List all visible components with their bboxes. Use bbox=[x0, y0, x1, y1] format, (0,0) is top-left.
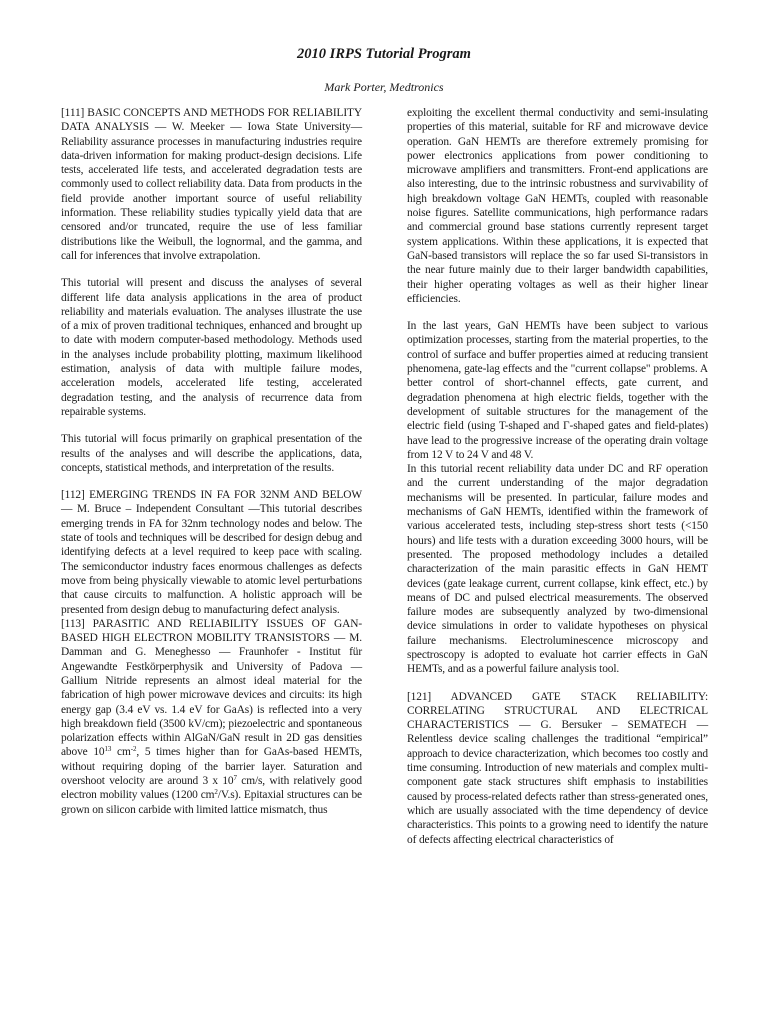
text-fragment: cm bbox=[111, 746, 131, 759]
text-fragment: [113] PARASITIC AND RELIABILITY ISSUES OF GAN-BASED HIGH ELECTRON MOBILITY TRANSISTORS — M. Damman and G. Meneghesso — Fraunhofer - Institut für Angewandte Festkörperphysik and University of Padova — Gallium Nitride represents an almost ideal material for the fabrication of high power microwave devices and circuits: its high energy gap (3.4 eV vs. 1.4 eV for GaAs) is reflected into a very high breakdown field (3500 kV/cm); piezoelectric and spontaneous polarization effects within AlGaN/GaN result in 2D gas densities above 10 bbox=[61, 617, 362, 759]
right-column bbox=[407, 106, 708, 847]
superscript: 7 bbox=[233, 774, 237, 783]
text-fragment: , 5 times higher than for GaAs-based HEMTs, without requiring doping of the barrier layer. Saturation and overshoot velocity are around 3 x 10 bbox=[61, 746, 362, 788]
paragraph-113-optimization: In the last years, GaN HEMTs have been subject to various optimization processes, starting from the material properties, to the control of surface and buffer properties aimed at reducing transient phenomena, gate-lag effects and the "current collapse" problems. A better control of short-channel effects, gate current, and degradation phenomena at high electric fields, together with the development of suitable structures for the management of the electric field (using T-shaped and Γ-shaped gates and field-plates) have lead to the progressive increase of the operating drain voltage from 12 V to 24 V and 48 V. bbox=[407, 320, 708, 461]
text-fragment: cm/s, with relatively good electron mobility values (1200 cm bbox=[61, 775, 362, 802]
paragraph-113-continued: exploiting the excellent thermal conductivity and semi-insulating properties of this material, suitable for RF and microwave device operation. GaN HEMTs are therefore extremely promising for power electronics applications from power conditioning to microwave amplifiers and transmitters. Front-end applications are also interesting, due to the intrinsic robustness and survivability of high breakdown voltage GaN HEMTs, coupled with reasonable noise figures. Satellite communications, high performance radars and commercial ground base stations currently represent target system applications. Within these applications, it is expected that GaN-based transistors will replace the so far used Si-transistors in the near future mainly due to their larger bandwidth capabilities, their higher operating voltages as well as their higher linear efficiencies. bbox=[407, 107, 708, 305]
text-fragment: /V.s). Epitaxial structures can be grown on silicon carbide with limited lattice mismatch, thus bbox=[61, 789, 362, 816]
left-column bbox=[61, 106, 362, 817]
paragraph-113-abstract bbox=[61, 617, 362, 817]
paragraph-112-abstract: [112] EMERGING TRENDS IN FA FOR 32NM AND BELOW — M. Bruce – Independent Consultant —This tutorial describes emerging trends in FA for 32nm technology nodes and below. The state of tools and techniques will be described for design debug and identifying defects at a level required to keep pace with scaling. The semiconductor industry faces enormous challenges as defects move from being physically viewable to atomic level perturbations that cause circuits to malfunction. A holistic approach will be presented from design debug to manufacturing defect analysis. bbox=[61, 489, 362, 616]
page-title: 2010 IRPS Tutorial Program bbox=[297, 46, 471, 62]
paragraph-113-tutorial: In this tutorial recent reliability data under DC and RF operation and the current understanding of the major degradation mechanisms will be presented. In particular, failure modes and mechanisms of GaN HEMTs, identified within the framework of various accelerated tests, including step-stress short tests (<150 hours) and life tests with a duration exceeding 3000 hours, will be presented. The proposed methodology includes a detailed characterization of the main parasitic effects in GaN HEMT devices (gate leakage current, current collapse, kink effect, etc.) by means of DC and pulsed electrical measurements. The observed failure modes are subsequently analyzed by two-dimensional device simulations in order to validate hypotheses on physical failure mechanisms. Electroluminescence microscopy and spectroscopy is adopted to evaluate hot carrier effects in GaN HEMTs, and as a powerful failure analysis tool. bbox=[407, 463, 708, 676]
superscript: 13 bbox=[104, 745, 112, 754]
paragraph-111-details: This tutorial will present and discuss the analyses of several different life data analysis applications in the area of product reliability and materials evaluation. The analyses illustrate the use of a mix of proven traditional techniques, enhanced and brought up to date with modern computer-based methodology. Methods used in the analyses include probability plotting, maximum likelihood estimation, analysis of data with multiple failure modes, acceleration models, accelerated life testing, accelerated degradation testing, and the analysis of recurrence data from repairable systems. bbox=[61, 277, 362, 418]
superscript: 2 bbox=[214, 788, 218, 797]
paragraph-111-abstract: [111] BASIC CONCEPTS AND METHODS FOR RELIABILITY DATA ANALYSIS — W. Meeker — Iowa State University—Reliability assurance processes in manufacturing industries require data-driven information for making product-design decisions. Life tests, accelerated life tests, and accelerated degradation tests are commonly used to collect reliability data. Data from products in the field provide another important source of useful reliability information. These reliability studies typically yield data that are censored and/or truncated, require the use of less familiar distributions like the Weibull, the lognormal, and the gamma, and call for inferences that involve extrapolation. bbox=[61, 107, 362, 262]
paragraph-111-focus: This tutorial will focus primarily on graphical presentation of the results of the analyses and will describe the applications, data, concepts, statistical methods, and interpretation of the results. bbox=[61, 433, 362, 474]
paragraph-121-abstract: [121] ADVANCED GATE STACK RELIABILITY: CORRELATING STRUCTURAL AND ELECTRICAL CHARACTERISTICS — G. Bersuker – SEMATECH — Relentless device scaling challenges the traditional “empirical” approach to device characterization, which becomes too costly and time consuming. Introduction of new materials and complex multi-component gate stack structures shift emphasis to instabilities caused by process-related defects rather than stress-generated ones, which are usually associated with the time dependency of device characteristics. This points to a growing need to identify the nature of defects affecting electrical characteristics of bbox=[407, 690, 708, 846]
superscript: -2 bbox=[130, 745, 137, 754]
author-line: Mark Porter, Medtronics bbox=[324, 80, 444, 94]
